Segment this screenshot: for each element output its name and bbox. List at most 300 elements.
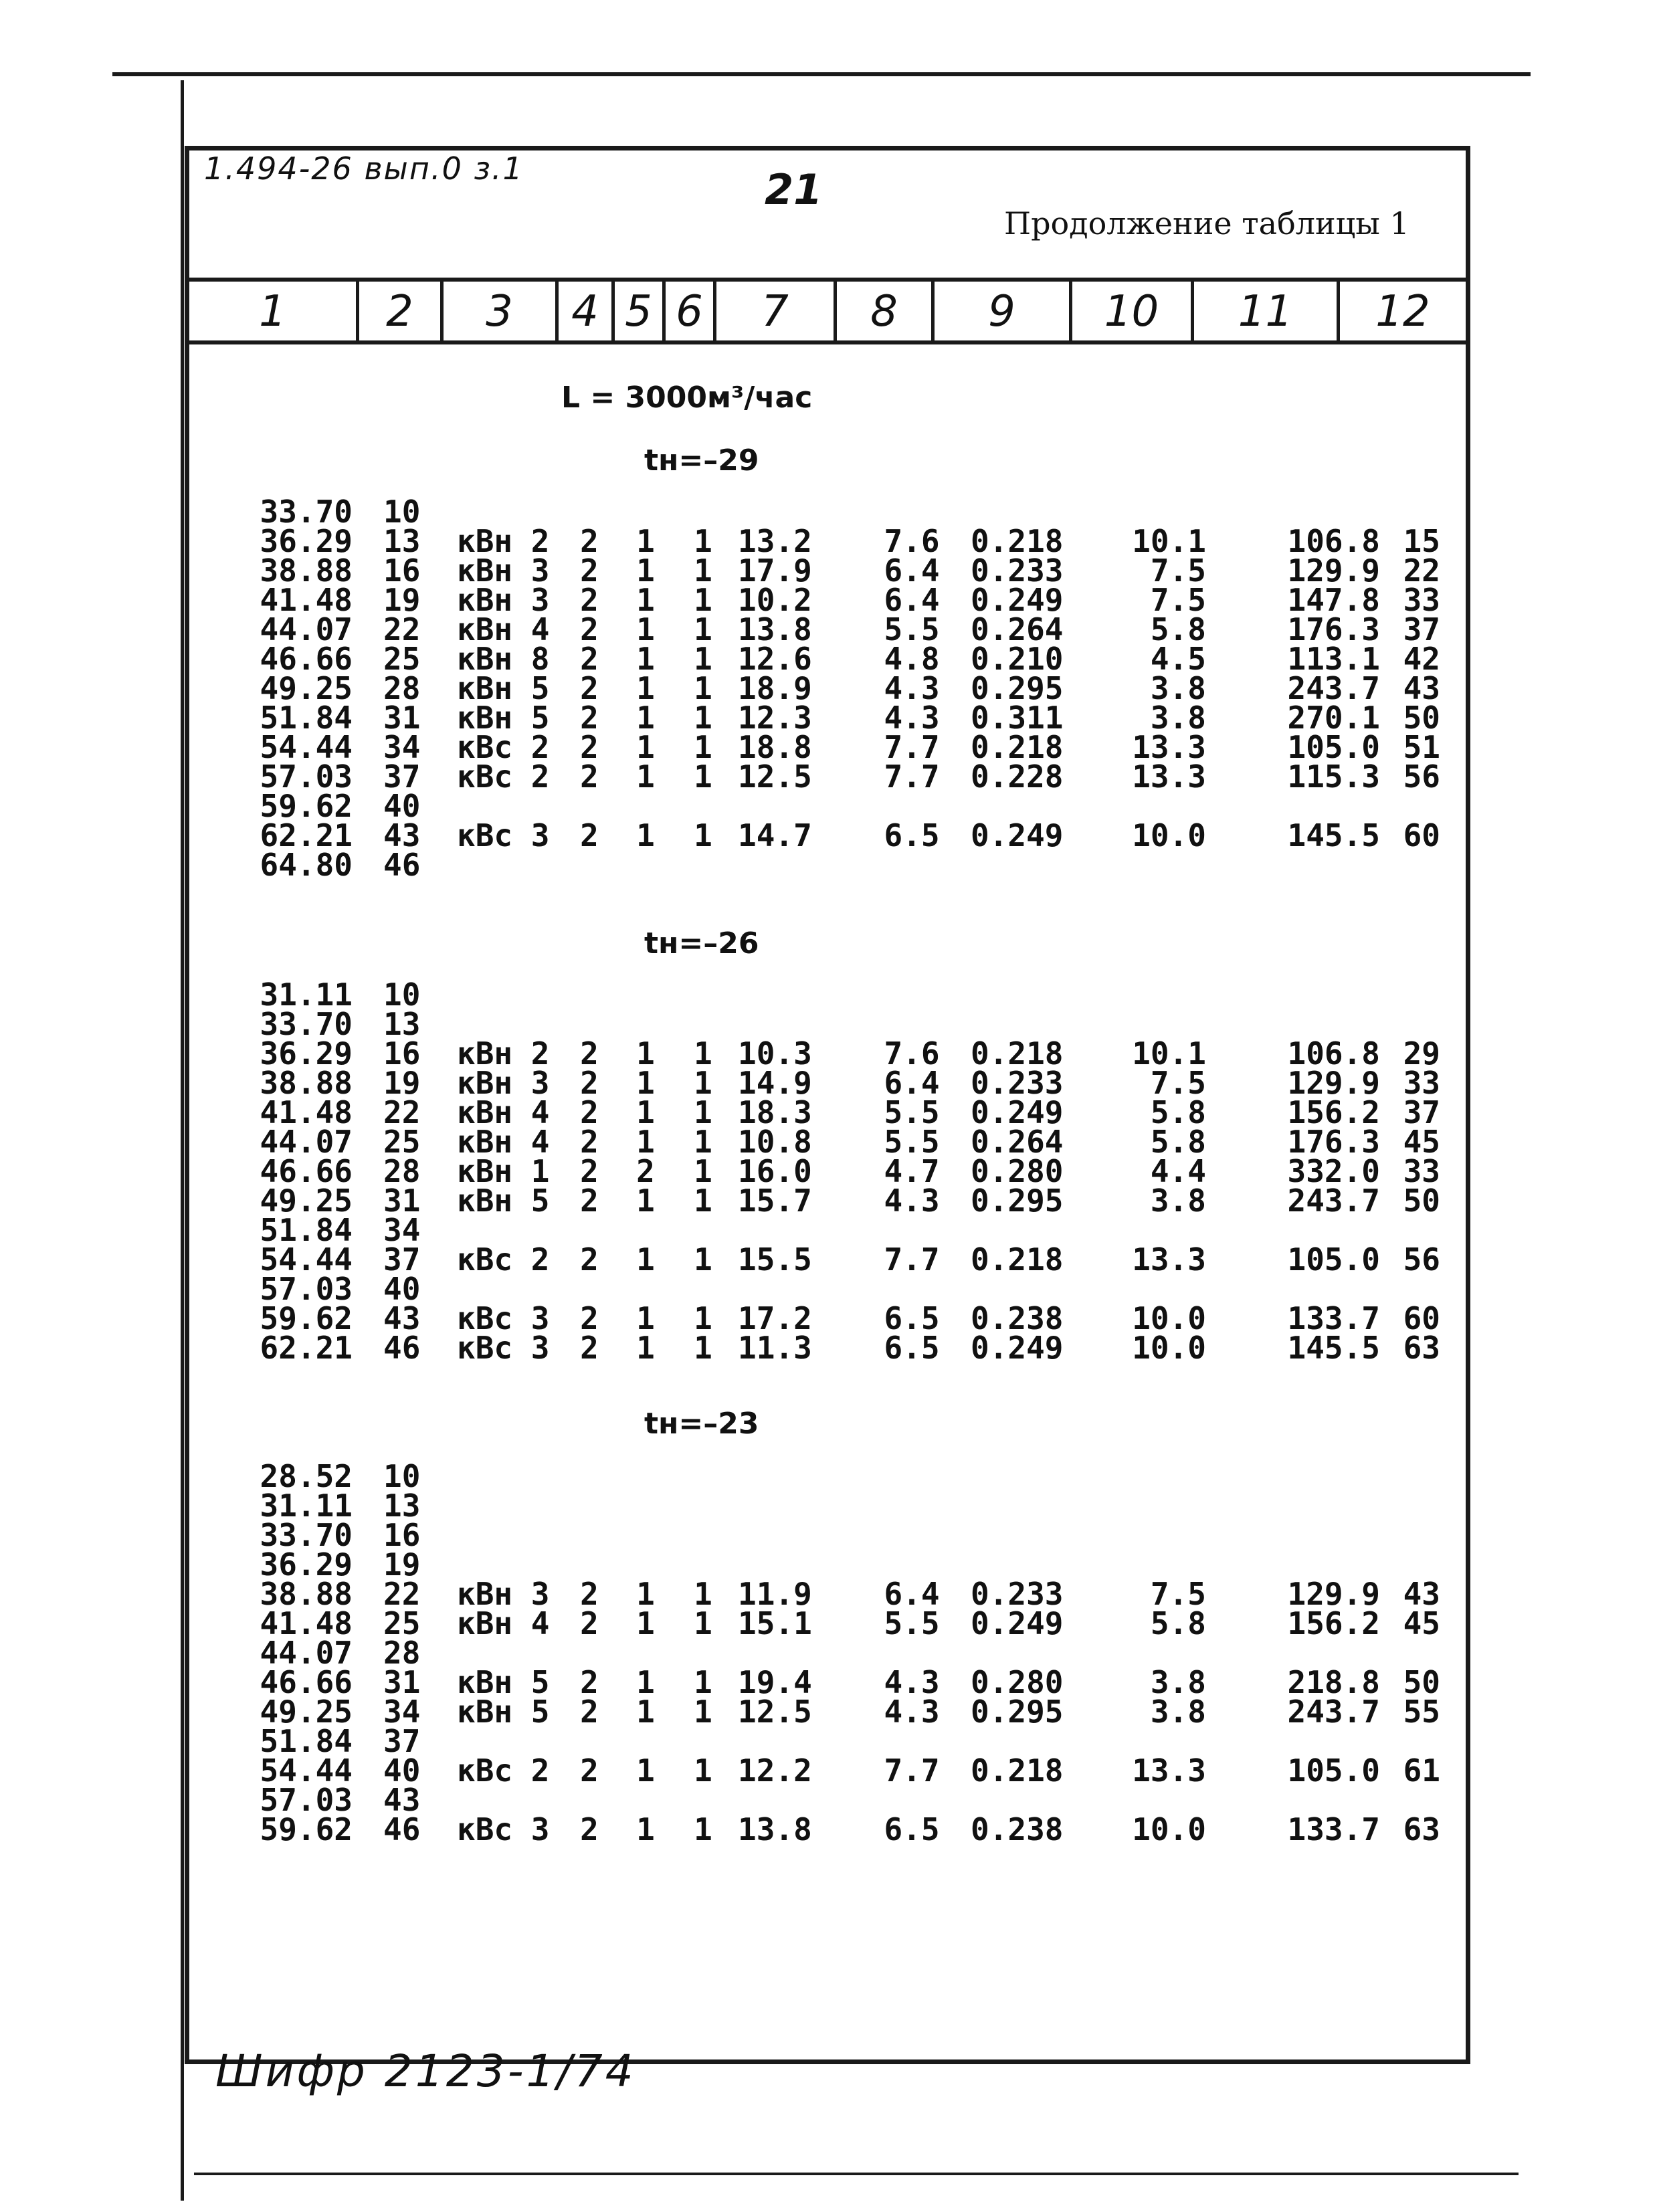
table-cell-col11: 243.7	[1287, 1694, 1380, 1730]
table-cell-col1: 46.66	[260, 641, 353, 677]
table-cell-col8: 6.5	[884, 817, 940, 853]
table-cell-col4: 2	[580, 1153, 599, 1189]
table-cell-col12: 43	[1403, 1576, 1440, 1612]
table-cell-col7: 10.8	[738, 1124, 812, 1160]
table-cell-col1: 38.88	[260, 552, 353, 589]
table-cell-col2: 37	[383, 1241, 421, 1278]
table-cell-col1: 36.29	[260, 1546, 353, 1583]
table-cell-col7: 14.9	[738, 1065, 812, 1101]
table-cell-col12: 37	[1403, 1094, 1440, 1130]
section-heading: tн=–23	[644, 1407, 759, 1441]
table-row	[189, 1576, 1466, 1612]
table-cell-col12: 33	[1403, 582, 1440, 618]
table-cell-col2: 34	[383, 1212, 421, 1248]
table-cell-col1: 54.44	[260, 1241, 353, 1278]
table-cell-col11: 115.3	[1287, 759, 1380, 795]
table-cell-col10: 10.0	[1132, 1811, 1206, 1847]
table-cell-col3: кВн 4	[457, 1605, 550, 1641]
table-frame	[185, 146, 1470, 2064]
table-cell-col8: 4.3	[884, 1694, 940, 1730]
table-cell-col11: 332.0	[1287, 1153, 1380, 1189]
table-cell-col12: 56	[1403, 759, 1440, 795]
section-heading: tн=–26	[644, 926, 759, 961]
table-cell-col1: 62.21	[260, 817, 353, 853]
table-cell-col5: 1	[636, 552, 655, 589]
table-cell-col12: 61	[1403, 1752, 1440, 1789]
table-cell-col6: 1	[694, 759, 712, 795]
table-cell-col1: 31.11	[260, 977, 353, 1013]
table-cell-col1: 33.70	[260, 1517, 353, 1553]
table-cell-col1: 49.25	[260, 670, 353, 706]
column-number: 5	[615, 282, 666, 342]
table-cell-col11: 129.9	[1287, 552, 1380, 589]
table-cell-col4: 2	[580, 611, 599, 647]
table-cell-col11: 176.3	[1287, 1124, 1380, 1160]
table-cell-col7: 18.9	[738, 670, 812, 706]
table-cell-col10: 3.8	[1150, 1183, 1206, 1219]
table-cell-col2: 34	[383, 1694, 421, 1730]
table-row	[189, 494, 1466, 530]
table-cell-col9: 0.295	[971, 670, 1064, 706]
table-cell-col1: 33.70	[260, 494, 353, 530]
table-cell-col10: 13.3	[1132, 1752, 1206, 1789]
table-row	[189, 1811, 1466, 1847]
table-cell-col3: кВс 3	[457, 1811, 550, 1847]
table-cell-col5: 1	[636, 1065, 655, 1101]
table-cell-col1: 59.62	[260, 788, 353, 824]
table-cell-col11: 113.1	[1287, 641, 1380, 677]
table-cell-col7: 17.2	[738, 1300, 812, 1336]
table-cell-col5: 1	[636, 1094, 655, 1130]
table-cell-col1: 44.07	[260, 1124, 353, 1160]
table-cell-col10: 10.0	[1132, 1330, 1206, 1366]
table-cell-col6: 1	[694, 1094, 712, 1130]
table-cell-col8: 6.5	[884, 1811, 940, 1847]
table-cell-col11: 243.7	[1287, 670, 1380, 706]
column-number-row	[189, 282, 1466, 342]
table-cell-col1: 51.84	[260, 700, 353, 736]
table-cell-col11: 105.0	[1287, 1752, 1380, 1789]
table-cell-col7: 13.8	[738, 1811, 812, 1847]
table-cell-col6: 1	[694, 729, 712, 765]
table-cell-col3: кВн 4	[457, 1094, 550, 1130]
table-cell-col2: 25	[383, 1605, 421, 1641]
column-number: 1	[189, 282, 359, 342]
table-cell-col10: 3.8	[1150, 700, 1206, 736]
table-cell-col4: 2	[580, 670, 599, 706]
column-number: 10	[1072, 282, 1194, 342]
table-cell-col12: 55	[1403, 1694, 1440, 1730]
table-cell-col9: 0.264	[971, 611, 1064, 647]
table-cell-col4: 2	[580, 523, 599, 559]
table-cell-col2: 40	[383, 1752, 421, 1789]
table-cell-col8: 7.6	[884, 1035, 940, 1072]
table-row	[189, 977, 1466, 1013]
table-cell-col12: 42	[1403, 641, 1440, 677]
table-cell-col9: 0.295	[971, 1183, 1064, 1219]
table-cell-col9: 0.249	[971, 817, 1064, 853]
table-cell-col4: 2	[580, 1094, 599, 1130]
table-cell-col4: 2	[580, 1752, 599, 1789]
table-row	[189, 1035, 1466, 1072]
table-cell-col8: 7.7	[884, 1752, 940, 1789]
table-row	[189, 1635, 1466, 1671]
table-cell-col9: 0.311	[971, 700, 1064, 736]
table-cell-col10: 7.5	[1150, 1576, 1206, 1612]
table-cell-col3: кВн 3	[457, 552, 550, 589]
table-cell-col3: кВн 2	[457, 1035, 550, 1072]
table-cell-col10: 4.4	[1150, 1153, 1206, 1189]
column-number: 9	[935, 282, 1072, 342]
table-cell-col4: 2	[580, 817, 599, 853]
table-cell-col7: 12.5	[738, 1694, 812, 1730]
table-row	[189, 1458, 1466, 1494]
table-cell-col5: 1	[636, 817, 655, 853]
table-cell-col1: 57.03	[260, 1782, 353, 1818]
table-cell-col10: 5.8	[1150, 1605, 1206, 1641]
table-cell-col4: 2	[580, 1065, 599, 1101]
table-cell-col1: 59.62	[260, 1811, 353, 1847]
table-row	[189, 1241, 1466, 1278]
table-row	[189, 788, 1466, 824]
table-cell-col5: 1	[636, 1752, 655, 1789]
table-cell-col7: 15.1	[738, 1605, 812, 1641]
table-row	[189, 1330, 1466, 1366]
table-cell-col9: 0.249	[971, 1330, 1064, 1366]
table-cell-col3: кВн 5	[457, 1694, 550, 1730]
table-cell-col5: 1	[636, 729, 655, 765]
column-number: 2	[359, 282, 444, 342]
table-cell-col12: 33	[1403, 1065, 1440, 1101]
table-cell-col4: 2	[580, 1124, 599, 1160]
table-cell-col12: 51	[1403, 729, 1440, 765]
table-cell-col2: 28	[383, 1635, 421, 1671]
table-cell-col6: 1	[694, 523, 712, 559]
table-cell-col8: 4.3	[884, 1183, 940, 1219]
table-cell-col2: 19	[383, 1546, 421, 1583]
table-cell-col9: 0.233	[971, 1576, 1064, 1612]
table-cell-col9: 0.280	[971, 1664, 1064, 1700]
table-cell-col3: кВс 3	[457, 817, 550, 853]
table-cell-col5: 1	[636, 641, 655, 677]
table-cell-col9: 0.249	[971, 1605, 1064, 1641]
table-cell-col2: 25	[383, 1124, 421, 1160]
table-cell-col11: 133.7	[1287, 1811, 1380, 1847]
table-cell-col10: 13.3	[1132, 729, 1206, 765]
table-cell-col10: 10.0	[1132, 1300, 1206, 1336]
table-row	[189, 1094, 1466, 1130]
table-cell-col7: 12.5	[738, 759, 812, 795]
table-cell-col1: 36.29	[260, 523, 353, 559]
table-cell-col1: 49.25	[260, 1183, 353, 1219]
table-row	[189, 1212, 1466, 1248]
table-cell-col12: 63	[1403, 1811, 1440, 1847]
table-cell-col5: 1	[636, 759, 655, 795]
table-row	[189, 847, 1466, 883]
table-cell-col1: 46.66	[260, 1153, 353, 1189]
table-row	[189, 1694, 1466, 1730]
table-cell-col4: 2	[580, 1576, 599, 1612]
table-cell-col7: 15.5	[738, 1241, 812, 1278]
table-cell-col5: 1	[636, 611, 655, 647]
table-cell-col1: 62.21	[260, 1330, 353, 1366]
table-cell-col8: 5.5	[884, 1124, 940, 1160]
table-cell-col2: 46	[383, 1811, 421, 1847]
table-cell-col9: 0.295	[971, 1694, 1064, 1730]
table-cell-col10: 13.3	[1132, 1241, 1206, 1278]
table-cell-col3: кВн 2	[457, 523, 550, 559]
table-cell-col1: 28.52	[260, 1458, 353, 1494]
table-cell-col9: 0.238	[971, 1811, 1064, 1847]
table-cell-col6: 1	[694, 582, 712, 618]
table-cell-col5: 1	[636, 1811, 655, 1847]
table-cell-col12: 37	[1403, 611, 1440, 647]
table-cell-col8: 4.3	[884, 700, 940, 736]
table-cell-col7: 17.9	[738, 552, 812, 589]
table-row	[189, 1271, 1466, 1307]
table-row	[189, 1723, 1466, 1759]
table-cell-col6: 1	[694, 1605, 712, 1641]
table-row	[189, 1517, 1466, 1553]
table-cell-col8: 4.3	[884, 1664, 940, 1700]
table-cell-col1: 44.07	[260, 611, 353, 647]
table-cell-col9: 0.249	[971, 1094, 1064, 1130]
table-cell-col7: 16.0	[738, 1153, 812, 1189]
table-cell-col3: кВс 2	[457, 759, 550, 795]
table-cell-col11: 270.1	[1287, 700, 1380, 736]
table-cell-col6: 1	[694, 1300, 712, 1336]
table-cell-col7: 15.7	[738, 1183, 812, 1219]
table-cell-col11: 156.2	[1287, 1094, 1380, 1130]
column-number: 11	[1194, 282, 1340, 342]
table-cell-col10: 5.8	[1150, 611, 1206, 647]
table-cell-col3: кВс 2	[457, 1241, 550, 1278]
table-cell-col5: 1	[636, 582, 655, 618]
table-cell-col5: 1	[636, 523, 655, 559]
table-cell-col1: 64.80	[260, 847, 353, 883]
table-cell-col4: 2	[580, 1035, 599, 1072]
table-cell-col4: 2	[580, 1330, 599, 1366]
table-cell-col3: кВн 4	[457, 1124, 550, 1160]
table-cell-col2: 40	[383, 1271, 421, 1307]
table-cell-col10: 7.5	[1150, 1065, 1206, 1101]
table-cell-col4: 2	[580, 729, 599, 765]
table-cell-col1: 54.44	[260, 729, 353, 765]
table-cell-col2: 10	[383, 1458, 421, 1494]
table-cell-col7: 10.3	[738, 1035, 812, 1072]
table-cell-col3: кВн 3	[457, 582, 550, 618]
table-cell-col5: 1	[636, 1241, 655, 1278]
table-row	[189, 1300, 1466, 1336]
top-rule	[112, 72, 1531, 76]
table-cell-col10: 10.1	[1132, 1035, 1206, 1072]
table-cell-col1: 46.66	[260, 1664, 353, 1700]
table-cell-col8: 7.7	[884, 759, 940, 795]
table-row	[189, 582, 1466, 618]
table-cell-col10: 3.8	[1150, 1694, 1206, 1730]
table-cell-col4: 2	[580, 641, 599, 677]
table-row	[189, 1488, 1466, 1524]
table-cell-col2: 22	[383, 611, 421, 647]
cipher-stamp: Шифр 2123-1/74	[215, 2045, 636, 2097]
table-cell-col2: 46	[383, 847, 421, 883]
table-cell-col9: 0.218	[971, 1241, 1064, 1278]
table-cell-col5: 1	[636, 1605, 655, 1641]
table-cell-col5: 1	[636, 1035, 655, 1072]
table-cell-col6: 1	[694, 1035, 712, 1072]
table-cell-col2: 16	[383, 1517, 421, 1553]
column-number: 6	[666, 282, 716, 342]
table-cell-col4: 2	[580, 1811, 599, 1847]
table-cell-col9: 0.218	[971, 1035, 1064, 1072]
table-row	[189, 1065, 1466, 1101]
table-cell-col2: 13	[383, 523, 421, 559]
table-cell-col1: 41.48	[260, 1094, 353, 1130]
table-cell-col7: 11.3	[738, 1330, 812, 1366]
table-cell-col9: 0.218	[971, 1752, 1064, 1789]
table-row	[189, 1183, 1466, 1219]
table-cell-col5: 1	[636, 1664, 655, 1700]
table-cell-col12: 50	[1403, 1664, 1440, 1700]
table-cell-col11: 147.8	[1287, 582, 1380, 618]
table-row	[189, 1752, 1466, 1789]
table-cell-col1: 41.48	[260, 582, 353, 618]
table-cell-col2: 25	[383, 641, 421, 677]
table-cell-col1: 59.62	[260, 1300, 353, 1336]
table-cell-col10: 5.8	[1150, 1094, 1206, 1130]
bottom-rule	[194, 2173, 1519, 2175]
table-row	[189, 729, 1466, 765]
table-cell-col2: 16	[383, 552, 421, 589]
table-cell-col9: 0.218	[971, 729, 1064, 765]
table-cell-col2: 31	[383, 700, 421, 736]
table-cell-col1: 31.11	[260, 1488, 353, 1524]
table-cell-col2: 19	[383, 582, 421, 618]
table-row	[189, 1006, 1466, 1042]
table-cell-col7: 12.2	[738, 1752, 812, 1789]
table-cell-col11: 243.7	[1287, 1183, 1380, 1219]
table-cell-col8: 7.6	[884, 523, 940, 559]
table-cell-col1: 36.29	[260, 1035, 353, 1072]
table-cell-col10: 3.8	[1150, 670, 1206, 706]
table-cell-col8: 6.5	[884, 1330, 940, 1366]
table-cell-col2: 31	[383, 1183, 421, 1219]
table-cell-col3: кВн 5	[457, 670, 550, 706]
table-cell-col6: 1	[694, 1330, 712, 1366]
table-cell-col9: 0.264	[971, 1124, 1064, 1160]
table-cell-col11: 145.5	[1287, 1330, 1380, 1366]
table-cell-col6: 1	[694, 1153, 712, 1189]
column-number: 12	[1375, 287, 1430, 336]
table-cell-col10: 3.8	[1150, 1664, 1206, 1700]
table-cell-col4: 2	[580, 1605, 599, 1641]
table-cell-col11: 129.9	[1287, 1065, 1380, 1101]
table-cell-col12: 43	[1403, 670, 1440, 706]
table-cell-col1: 49.25	[260, 1694, 353, 1730]
table-cell-col8: 6.4	[884, 552, 940, 589]
table-cell-col6: 1	[694, 1576, 712, 1612]
table-cell-col12: 29	[1403, 1035, 1440, 1072]
table-cell-col6: 1	[694, 1694, 712, 1730]
table-cell-col3: кВс 2	[457, 1752, 550, 1789]
table-cell-col8: 4.8	[884, 641, 940, 677]
table-cell-col8: 4.3	[884, 670, 940, 706]
table-cell-col2: 28	[383, 1153, 421, 1189]
table-cell-col2: 28	[383, 670, 421, 706]
table-cell-col11: 156.2	[1287, 1605, 1380, 1641]
table-cell-col11: 133.7	[1287, 1300, 1380, 1336]
table-cell-col6: 1	[694, 670, 712, 706]
table-cell-col6: 1	[694, 1124, 712, 1160]
table-cell-col12: 50	[1403, 1183, 1440, 1219]
table-cell-col11: 106.8	[1287, 523, 1380, 559]
table-cell-col11: 176.3	[1287, 611, 1380, 647]
table-cell-col5: 1	[636, 1576, 655, 1612]
table-cell-col2: 34	[383, 729, 421, 765]
table-cell-col2: 10	[383, 977, 421, 1013]
table-cell-col6: 1	[694, 611, 712, 647]
table-cell-col5: 1	[636, 1183, 655, 1219]
table-cell-col11: 106.8	[1287, 1035, 1380, 1072]
table-cell-col8: 4.7	[884, 1153, 940, 1189]
section-heading: tн=–29	[644, 443, 759, 478]
table-cell-col10: 13.3	[1132, 759, 1206, 795]
continuation-title: Продолжение таблицы 1	[1004, 205, 1409, 241]
table-cell-col2: 13	[383, 1488, 421, 1524]
table-cell-col1: 51.84	[260, 1212, 353, 1248]
table-cell-col9: 0.233	[971, 1065, 1064, 1101]
table-cell-col3: кВн 3	[457, 1065, 550, 1101]
table-cell-col8: 6.5	[884, 1300, 940, 1336]
table-row	[189, 641, 1466, 677]
table-cell-col7: 19.4	[738, 1664, 812, 1700]
table-cell-col5: 2	[636, 1153, 655, 1189]
table-cell-col11: 105.0	[1287, 729, 1380, 765]
table-cell-col6: 1	[694, 1183, 712, 1219]
table-cell-col1: 33.70	[260, 1006, 353, 1042]
table-cell-col6: 1	[694, 1241, 712, 1278]
table-cell-col12: 45	[1403, 1124, 1440, 1160]
table-cell-col2: 43	[383, 817, 421, 853]
table-cell-col12: 60	[1403, 1300, 1440, 1336]
table-cell-col4: 2	[580, 759, 599, 795]
table-cell-col5: 1	[636, 1330, 655, 1366]
table-cell-col7: 14.7	[738, 817, 812, 853]
column-number: 7	[716, 282, 837, 342]
table-cell-col6: 1	[694, 1811, 712, 1847]
table-cell-col7: 13.8	[738, 611, 812, 647]
table-row	[189, 1124, 1466, 1160]
table-cell-col7: 12.6	[738, 641, 812, 677]
table-cell-col6: 1	[694, 1752, 712, 1789]
table-cell-col11: 145.5	[1287, 817, 1380, 853]
table-cell-col12: 45	[1403, 1605, 1440, 1641]
table-cell-col2: 40	[383, 788, 421, 824]
table-cell-col2: 31	[383, 1664, 421, 1700]
table-cell-col8: 5.5	[884, 1094, 940, 1130]
table-cell-col9: 0.210	[971, 641, 1064, 677]
table-cell-col4: 2	[580, 1664, 599, 1700]
table-cell-col9: 0.280	[971, 1153, 1064, 1189]
table-cell-col9: 0.233	[971, 552, 1064, 589]
table-cell-col4: 2	[580, 1241, 599, 1278]
table-cell-col4: 2	[580, 1300, 599, 1336]
table-cell-col6: 1	[694, 552, 712, 589]
table-cell-col6: 1	[694, 817, 712, 853]
table-cell-col1: 57.03	[260, 1271, 353, 1307]
table-cell-col3: кВн 8	[457, 641, 550, 677]
table-cell-col6: 1	[694, 700, 712, 736]
